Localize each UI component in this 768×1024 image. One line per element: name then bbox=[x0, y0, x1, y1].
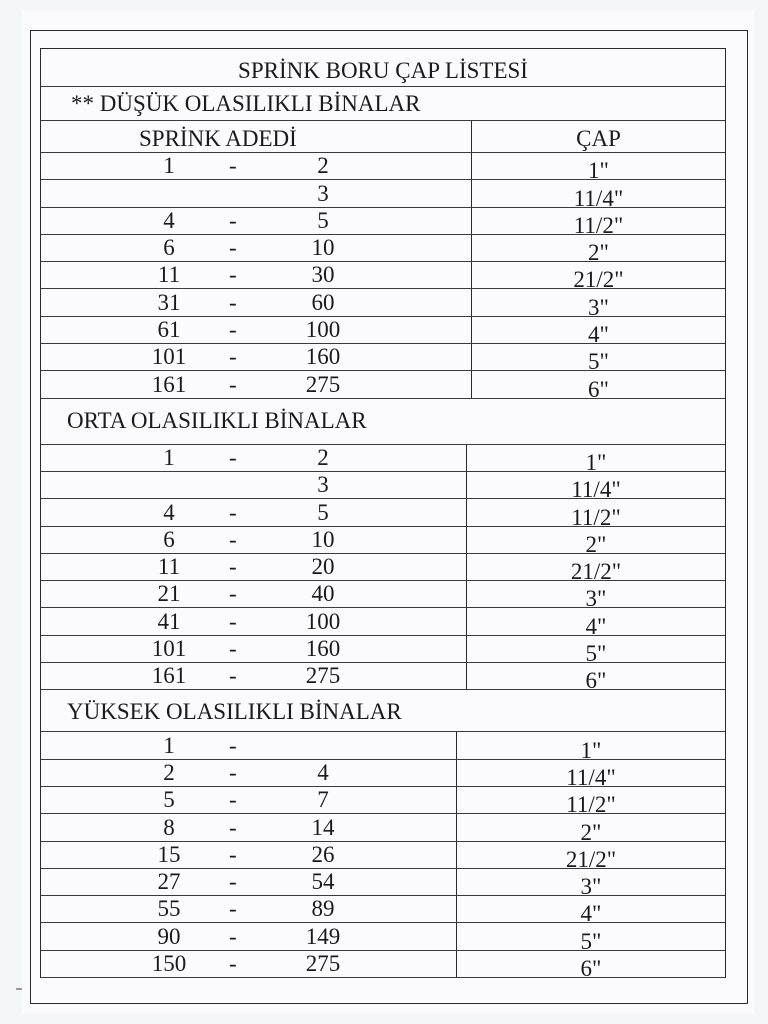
header-diameter: ÇAP bbox=[576, 126, 621, 151]
diameter-cell bbox=[467, 581, 725, 612]
pipe-diameter: 21/2" bbox=[565, 846, 617, 872]
range-dash: - bbox=[229, 444, 237, 470]
pipe-diameter: 2" bbox=[588, 240, 609, 266]
diameter-cell bbox=[457, 787, 725, 818]
table-row bbox=[41, 289, 725, 320]
sprink-range-cell bbox=[41, 869, 457, 895]
table-row bbox=[41, 317, 725, 348]
range-dash: - bbox=[229, 663, 237, 689]
sprink-range-cell bbox=[41, 344, 472, 370]
range-dash: - bbox=[229, 759, 237, 785]
range-from: 21 bbox=[157, 581, 181, 607]
pipe-diameter: 11/2" bbox=[571, 504, 621, 530]
sprink-range-cell bbox=[41, 235, 472, 261]
diameter-cell bbox=[457, 814, 725, 845]
range-from: 11 bbox=[157, 554, 181, 580]
diameter-cell bbox=[457, 842, 725, 872]
range-dash: - bbox=[229, 317, 237, 343]
range-from: 55 bbox=[157, 896, 181, 922]
diameter-cell bbox=[472, 344, 725, 375]
sprink-range-cell bbox=[41, 371, 472, 397]
pipe-diameter: 5" bbox=[585, 641, 607, 667]
table-row bbox=[41, 554, 725, 585]
range-from: 11 bbox=[157, 262, 181, 288]
range-from: 61 bbox=[157, 317, 181, 343]
sprink-range-cell bbox=[41, 787, 457, 813]
diameter-cell bbox=[472, 262, 725, 293]
range-dash: - bbox=[229, 896, 237, 922]
section-title: ORTA OLASILIKLI BİNALAR bbox=[67, 407, 367, 433]
sprink-range-cell bbox=[41, 289, 472, 315]
range-dash: - bbox=[229, 153, 237, 179]
header-right-cell bbox=[472, 121, 725, 152]
diameter-cell bbox=[467, 445, 725, 475]
table-row bbox=[41, 180, 725, 211]
range-to: 7 bbox=[317, 787, 329, 813]
table-title-row bbox=[41, 49, 725, 87]
range-to: 2 bbox=[317, 444, 329, 470]
range-from: 2 bbox=[163, 759, 175, 785]
table-row bbox=[41, 814, 725, 845]
table-row bbox=[41, 207, 725, 238]
range-dash: - bbox=[229, 923, 237, 949]
pipe-diameter: 4" bbox=[588, 322, 609, 348]
range-to: 10 bbox=[311, 235, 335, 261]
range-to: 30 bbox=[311, 262, 335, 288]
section-title: YÜKSEK OLASILIKLI BİNALAR bbox=[67, 699, 402, 725]
range-from: 6 bbox=[163, 526, 175, 552]
range-from: 161 bbox=[151, 371, 187, 397]
diameter-cell bbox=[467, 472, 725, 503]
table-row bbox=[41, 444, 725, 475]
range-from: 101 bbox=[151, 344, 187, 370]
pipe-diameter: 4" bbox=[580, 901, 602, 927]
diameter-cell bbox=[467, 499, 725, 530]
range-dash: - bbox=[229, 344, 237, 370]
pipe-diameter: 1" bbox=[588, 158, 609, 184]
pipe-diameter: 3" bbox=[585, 586, 607, 612]
pipe-diameter: 21/2" bbox=[570, 559, 622, 585]
pipe-diameter: 11/4" bbox=[573, 185, 624, 211]
range-to: 60 bbox=[311, 289, 335, 315]
table-row bbox=[41, 608, 725, 639]
range-to: 14 bbox=[311, 814, 335, 840]
sprink-range-cell bbox=[41, 499, 467, 525]
diameter-cell bbox=[457, 951, 725, 982]
sprink-range-cell bbox=[41, 732, 457, 758]
range-to: 5 bbox=[317, 499, 329, 525]
table-row bbox=[41, 923, 725, 954]
pipe-diameter: 6" bbox=[585, 668, 607, 694]
range-from: 8 bbox=[163, 814, 175, 840]
range-dash: - bbox=[229, 787, 237, 813]
table-row bbox=[41, 235, 725, 266]
diameter-cell bbox=[457, 760, 725, 790]
table-row bbox=[41, 344, 725, 375]
range-to: 10 bbox=[311, 526, 335, 552]
pipe-diameter: 21/2" bbox=[573, 267, 624, 293]
range-from: 161 bbox=[151, 663, 187, 689]
range-to: 275 bbox=[305, 663, 341, 689]
range-to: 2 bbox=[317, 153, 329, 179]
range-from: 101 bbox=[151, 636, 187, 662]
pipe-diameter: 5" bbox=[580, 928, 602, 954]
diameter-cell bbox=[457, 896, 725, 927]
table-row bbox=[41, 663, 725, 694]
range-to: 26 bbox=[311, 841, 335, 867]
sprink-range-cell bbox=[41, 472, 467, 498]
range-from: 6 bbox=[163, 235, 175, 261]
table-row bbox=[41, 951, 725, 982]
pipe-diameter: 4" bbox=[585, 613, 607, 639]
range-to: 4 bbox=[317, 759, 329, 785]
range-to: 54 bbox=[311, 869, 335, 895]
range-to: 20 bbox=[311, 554, 335, 580]
sprink-range-cell bbox=[41, 842, 457, 868]
pipe-diameter: 6" bbox=[588, 376, 609, 402]
pipe-diameter: 3" bbox=[580, 874, 602, 900]
pipe-diameter: 2" bbox=[580, 819, 602, 845]
header-sprink-count: SPRİNK ADEDİ bbox=[139, 126, 297, 151]
table-row bbox=[41, 581, 725, 612]
table-row bbox=[41, 869, 725, 900]
table-row bbox=[41, 262, 725, 293]
range-dash: - bbox=[229, 262, 237, 288]
diameter-cell bbox=[472, 317, 725, 348]
range-to: 89 bbox=[311, 896, 335, 922]
range-dash: - bbox=[229, 951, 237, 977]
range-from: 27 bbox=[157, 869, 181, 895]
table-title: SPRİNK BORU ÇAP LİSTESİ bbox=[238, 58, 528, 83]
diameter-cell bbox=[472, 235, 725, 266]
range-from: 4 bbox=[163, 207, 175, 233]
range-to: 275 bbox=[305, 951, 341, 977]
range-to: 275 bbox=[305, 371, 341, 397]
diameter-cell bbox=[472, 180, 725, 211]
diameter-cell bbox=[467, 608, 725, 639]
pipe-diameter: 6" bbox=[580, 956, 602, 982]
pipe-diameter: 11/4" bbox=[566, 764, 616, 790]
range-dash: - bbox=[229, 235, 237, 261]
range-dash: - bbox=[229, 289, 237, 315]
diameter-cell bbox=[472, 371, 725, 402]
scan-speck bbox=[16, 988, 22, 990]
range-dash: - bbox=[229, 636, 237, 662]
sprink-range-cell bbox=[41, 445, 467, 471]
header-left-cell bbox=[41, 121, 472, 152]
range-from: 31 bbox=[157, 289, 181, 315]
pipe-diameter: 11/4" bbox=[571, 477, 621, 503]
pipe-diameter: 2" bbox=[585, 531, 607, 557]
diameter-cell bbox=[467, 663, 725, 694]
range-dash: - bbox=[229, 554, 237, 580]
range-dash: - bbox=[229, 581, 237, 607]
sprink-range-cell bbox=[41, 636, 467, 662]
sprink-range-cell bbox=[41, 153, 472, 179]
range-to: 3 bbox=[317, 472, 329, 498]
diameter-cell bbox=[457, 732, 725, 763]
range-from: 1 bbox=[163, 444, 175, 470]
sprink-range-cell bbox=[41, 317, 472, 343]
sprink-range-cell bbox=[41, 581, 467, 607]
table-row bbox=[41, 153, 725, 184]
sprink-range-cell bbox=[41, 923, 457, 949]
range-dash: - bbox=[229, 207, 237, 233]
range-from: 5 bbox=[163, 787, 175, 813]
range-from: 4 bbox=[163, 499, 175, 525]
table-row bbox=[41, 636, 725, 667]
range-dash: - bbox=[229, 371, 237, 397]
pipe-diameter: 11/2" bbox=[573, 212, 624, 238]
sprink-range-cell bbox=[41, 896, 457, 922]
range-to: 5 bbox=[317, 207, 329, 233]
table-row bbox=[41, 787, 725, 818]
diameter-cell bbox=[472, 289, 725, 320]
diameter-cell bbox=[457, 869, 725, 900]
sprink-range-cell bbox=[41, 814, 457, 840]
sprink-range-cell bbox=[41, 262, 472, 288]
range-dash: - bbox=[229, 841, 237, 867]
sprink-range-cell bbox=[41, 208, 472, 234]
range-to: 160 bbox=[305, 344, 341, 370]
range-dash: - bbox=[229, 814, 237, 840]
diameter-cell bbox=[472, 208, 725, 238]
table-row bbox=[41, 896, 725, 927]
diameter-cell bbox=[457, 923, 725, 954]
section-title-row bbox=[41, 690, 725, 732]
sprink-range-cell bbox=[41, 527, 467, 553]
sprink-range-cell bbox=[41, 951, 457, 977]
pipe-diameter: 11/2" bbox=[566, 792, 616, 818]
range-to: 40 bbox=[311, 581, 335, 607]
pipe-diameter: 3" bbox=[588, 294, 609, 320]
sprinkler-pipe-table bbox=[40, 48, 726, 982]
section-title-row bbox=[41, 399, 725, 445]
sprink-range-cell bbox=[41, 554, 467, 580]
range-to: 160 bbox=[305, 636, 341, 662]
range-from: 150 bbox=[151, 951, 187, 977]
diameter-cell bbox=[472, 153, 725, 184]
range-from: 41 bbox=[157, 608, 181, 634]
sprink-range-cell bbox=[41, 608, 467, 634]
table-row bbox=[41, 759, 725, 790]
pipe-diameter: 5" bbox=[588, 349, 609, 375]
range-from: 1 bbox=[163, 153, 175, 179]
table-row bbox=[41, 499, 725, 530]
pipe-diameter: 1" bbox=[580, 737, 602, 763]
range-dash: - bbox=[229, 608, 237, 634]
range-from: 1 bbox=[163, 732, 175, 758]
diameter-cell bbox=[467, 636, 725, 667]
range-to: 149 bbox=[305, 923, 341, 949]
range-dash: - bbox=[229, 869, 237, 895]
table-row bbox=[41, 841, 725, 872]
sprink-range-cell bbox=[41, 663, 467, 689]
range-dash: - bbox=[229, 499, 237, 525]
section-title: ** DÜŞÜK OLASILIKLI BİNALAR bbox=[71, 91, 421, 116]
table-row bbox=[41, 371, 725, 402]
diameter-cell bbox=[467, 554, 725, 585]
range-from: 15 bbox=[157, 841, 181, 867]
section-title-row bbox=[41, 87, 725, 121]
sprink-range-cell bbox=[41, 760, 457, 786]
range-from: 90 bbox=[157, 923, 181, 949]
range-to: 100 bbox=[305, 317, 341, 343]
diameter-cell bbox=[467, 527, 725, 557]
table-row bbox=[41, 472, 725, 503]
range-to: 100 bbox=[305, 608, 341, 634]
sprink-range-cell bbox=[41, 180, 472, 206]
range-dash: - bbox=[229, 732, 237, 758]
range-to: 3 bbox=[317, 180, 329, 206]
table-row bbox=[41, 526, 725, 557]
table-row bbox=[41, 732, 725, 763]
column-header-row bbox=[41, 121, 725, 153]
pipe-diameter: 1" bbox=[585, 449, 607, 475]
range-dash: - bbox=[229, 526, 237, 552]
